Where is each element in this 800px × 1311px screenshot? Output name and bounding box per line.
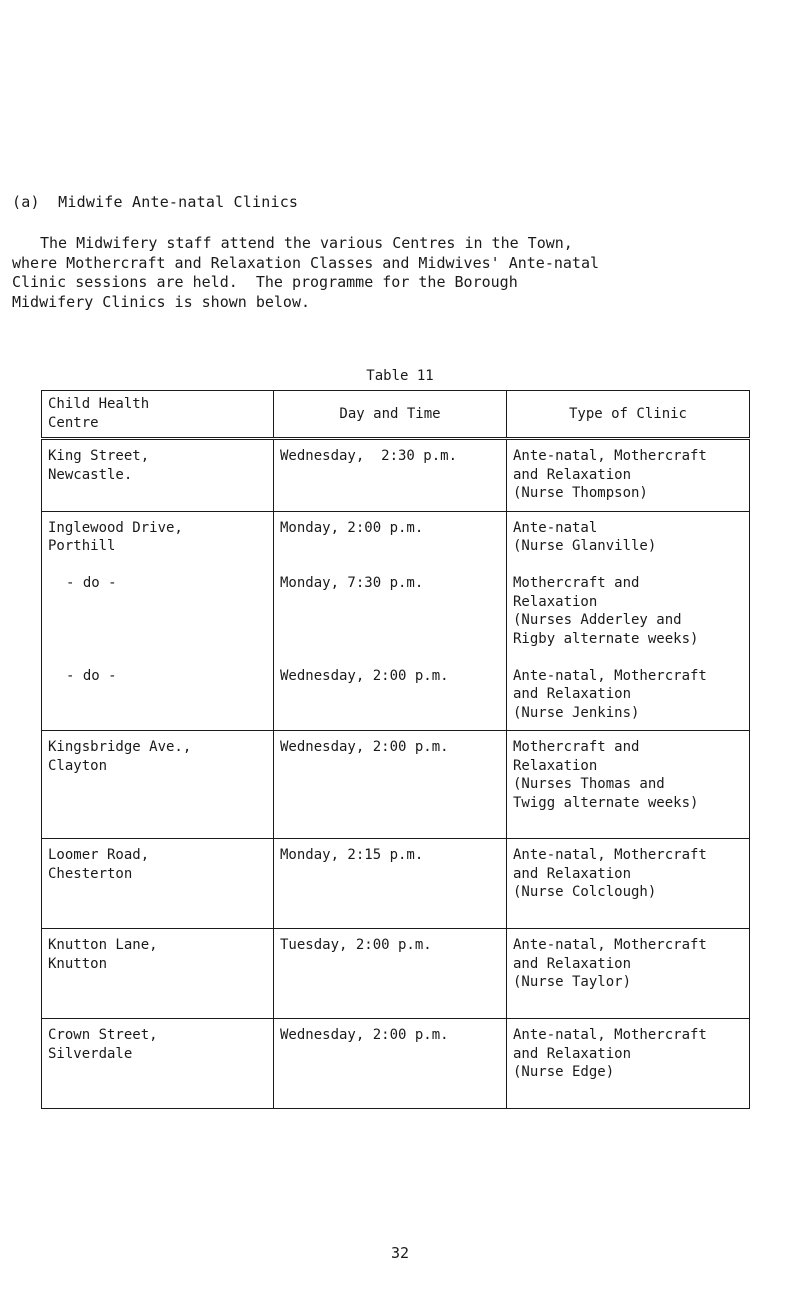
clinic-type-line: Relaxation	[513, 593, 598, 610]
table-row	[42, 929, 750, 1019]
ditto-mark: - do -	[66, 575, 117, 591]
clinic-type-line: Ante-natal, Mothercraft	[513, 937, 707, 953]
cell-centre	[42, 731, 274, 839]
table-row	[42, 731, 750, 839]
centre-name-line: Newcastle.	[48, 466, 133, 483]
centre-name-line: Knutton	[48, 955, 108, 972]
header-centre-line: Centre	[48, 414, 99, 431]
centre-name-line: Loomer Road,	[48, 847, 150, 863]
cell-centre	[42, 511, 274, 731]
intro-line: Midwifery Clinics is shown below.	[12, 292, 311, 311]
clinic-type-line: (Nurse Jenkins)	[513, 704, 640, 721]
cell-centre	[42, 839, 274, 929]
header-type: Type of Clinic	[507, 391, 750, 439]
clinic-type-line: Ante-natal	[513, 519, 598, 536]
clinic-table	[41, 390, 750, 1109]
centre-name-line: Clayton	[48, 757, 108, 774]
ditto-mark: - do -	[66, 667, 117, 684]
cell-type	[507, 439, 750, 512]
header-centre-line: Child Health	[48, 396, 150, 412]
page-number: 32	[390, 1244, 410, 1262]
clinic-type-line: and Relaxation	[513, 466, 632, 483]
clinic-type-line: Ante-natal, Mothercraft	[513, 667, 707, 684]
cell-day-time	[274, 839, 507, 929]
clinic-type-line: (Nurses Adderley and	[513, 612, 682, 628]
cell-centre	[42, 1019, 274, 1109]
clinic-type-line: Twigg alternate weeks)	[513, 794, 699, 811]
table-row	[42, 839, 750, 929]
cell-day-time	[274, 511, 507, 731]
clinic-type-line: and Relaxation	[513, 955, 632, 972]
intro-line: Clinic sessions are held. The programme for the Borough	[12, 273, 518, 291]
cell-centre	[42, 439, 274, 512]
table-row	[42, 1019, 750, 1109]
clinic-type-line: Mothercraft and	[513, 739, 640, 755]
clinic-type-line: Ante-natal, Mothercraft	[513, 448, 707, 464]
clinic-type-line: Ante-natal, Mothercraft	[513, 847, 707, 863]
centre-name-line: Crown Street,	[48, 1027, 158, 1043]
cell-type	[507, 731, 750, 839]
clinic-type-line: (Nurse Glanville)	[513, 538, 657, 554]
clinic-type-line: and Relaxation	[513, 1045, 632, 1062]
centre-name-line: Knutton Lane,	[48, 937, 158, 953]
centre-name-line: Kingsbridge Ave.,	[48, 739, 192, 755]
intro-line: The Midwifery staff attend the various Centres in the Town,	[40, 234, 573, 252]
day-time-text: Monday, 7:30 p.m.	[280, 575, 424, 591]
clinic-type-line: (Nurse Thompson)	[513, 485, 648, 501]
clinic-type-line: Mothercraft and	[513, 575, 640, 591]
centre-name-line: Silverdale	[48, 1045, 133, 1062]
day-time-text: Monday, 2:15 p.m.	[280, 847, 424, 863]
clinic-type-line: (Nurse Taylor)	[513, 974, 632, 990]
clinic-type-line: and Relaxation	[513, 865, 632, 882]
centre-name-line: Porthill	[48, 538, 116, 554]
table-row	[42, 511, 750, 731]
clinic-type-line: (Nurse Edge)	[513, 1064, 615, 1080]
cell-type	[507, 929, 750, 1019]
cell-centre	[42, 929, 274, 1019]
day-time-text: Monday, 2:00 p.m.	[280, 519, 424, 536]
day-time-text: Wednesday, 2:00 p.m.	[280, 1027, 449, 1043]
day-time-text: Wednesday, 2:30 p.m.	[280, 448, 458, 464]
intro-line: where Mothercraft and Relaxation Classes and Midwives' Ante-natal	[12, 253, 599, 272]
centre-name-line: Chesterton	[48, 865, 133, 882]
header-centre	[42, 391, 274, 439]
table-header-row	[42, 391, 750, 439]
clinic-type-line: Relaxation	[513, 757, 598, 774]
day-time-text: Wednesday, 2:00 p.m.	[280, 739, 449, 755]
day-time-text: Wednesday, 2:00 p.m.	[280, 667, 449, 684]
day-time-text: Tuesday, 2:00 p.m.	[280, 937, 432, 953]
cell-type	[507, 511, 750, 731]
clinic-type-line: (Nurse Colclough)	[513, 884, 657, 900]
cell-type	[507, 1019, 750, 1109]
cell-day-time	[274, 731, 507, 839]
header-day-time: Day and Time	[274, 391, 507, 439]
clinic-type-line: (Nurses Thomas and	[513, 776, 665, 792]
cell-type	[507, 839, 750, 929]
table-row	[42, 439, 750, 512]
clinic-type-line: and Relaxation	[513, 686, 632, 702]
section-heading: (a) Midwife Ante-natal Clinics	[12, 193, 299, 211]
table-title: Table 11	[366, 368, 434, 384]
cell-day-time	[274, 439, 507, 512]
intro-paragraph	[12, 234, 760, 312]
clinic-type-line: Ante-natal, Mothercraft	[513, 1027, 707, 1043]
centre-name-line: Inglewood Drive,	[48, 519, 183, 536]
clinic-type-line: Rigby alternate weeks)	[513, 630, 699, 647]
cell-day-time	[274, 1019, 507, 1109]
cell-day-time	[274, 929, 507, 1019]
centre-name-line: King Street,	[48, 448, 150, 464]
